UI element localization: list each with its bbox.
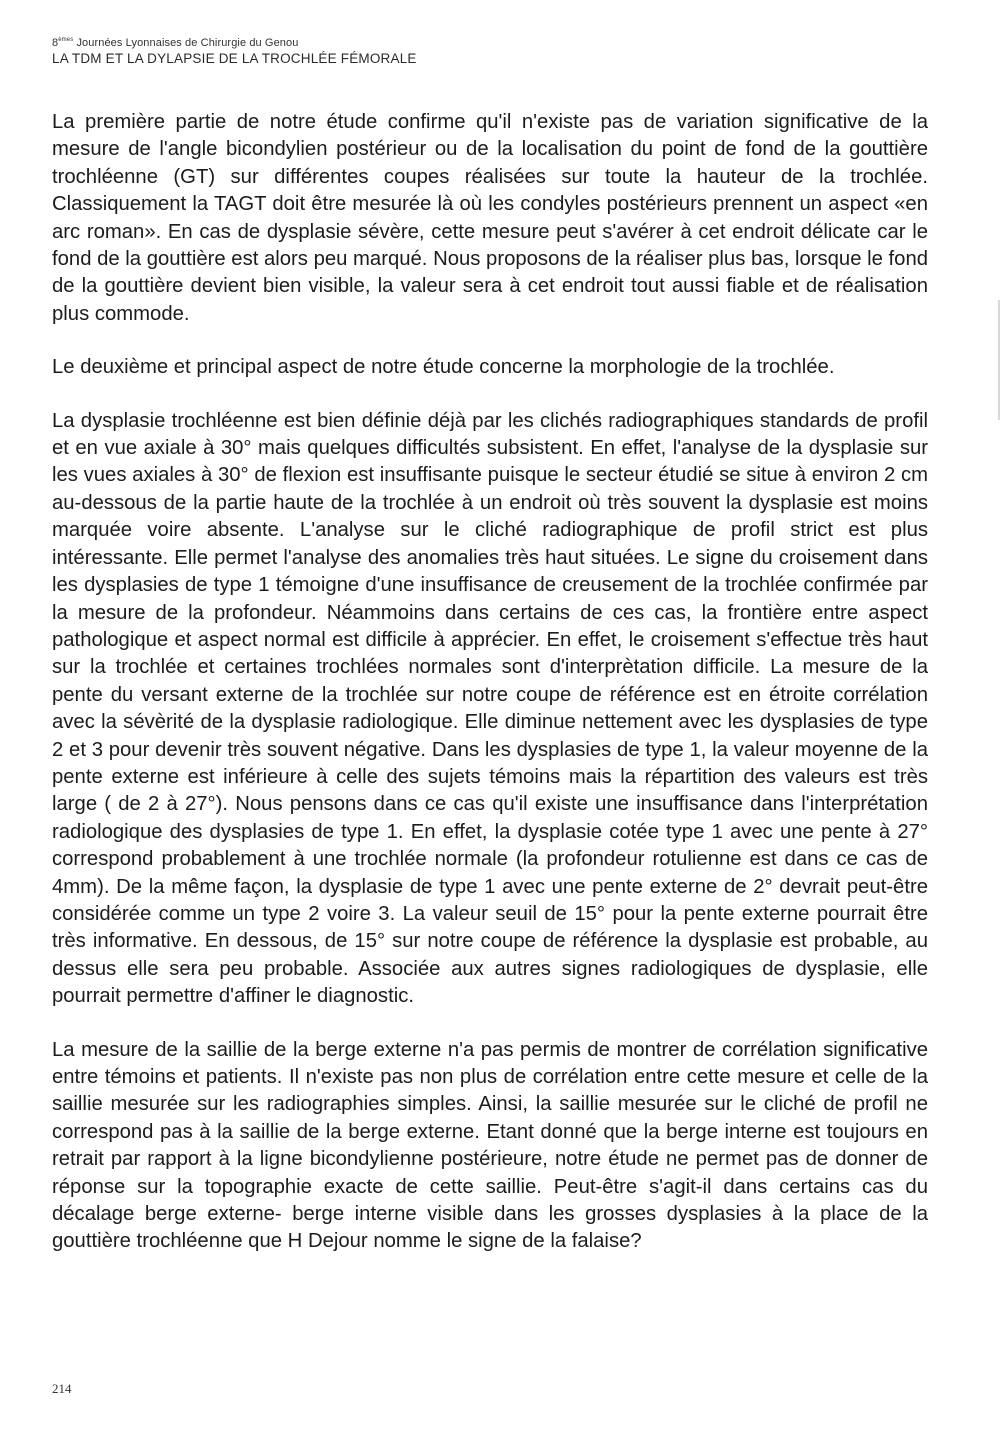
series-superscript: èmes bbox=[58, 37, 74, 43]
paragraph-3: La dysplasie trochléenne est bien définie déjà par les clichés radiographiques standards de profil et en vue axiale à 30° mais quelques difficultés subsistent. En effet, l'analyse de la dysplasie sur les vues axiales à 30° de flexion est insuffisante puisque le secteur étudié se situe à environ 2 cm au-dessous de la partie haute de la trochlée à un endroit où très souvent la dysplasie est moins marquée voire absente. L'analyse sur le cliché radiographique de profil strict est plus intéressante. Elle permet l'analyse des anomalies très haut situées. Le signe du croisement dans les dysplasies de type 1 témoigne d'une insuffisance de creusement de la trochlée confirmée par la mesure de la profondeur. Néammoins dans certains de ces cas, la frontière entre aspect pathologique et aspect normal est difficile à apprécier. En effet, le croisement s'effectue très haut sur la trochlée et certaines trochlées normales sont d'interprètation difficile. La mesure de la pente du versant externe de la trochlée sur notre coupe de référence est en étroite corrélation avec la sévèrité de la dysplasie radiologique. Elle diminue nettement avec les dysplasies de type 2 et 3 pour devenir très souvent négative. Dans les dysplasies de type 1, la valeur moyenne de la pente externe est inférieure à celle des sujets témoins mais la répartition des valeurs est très large ( de 2 à 27°). Nous pensons dans ce cas qu'il existe une insuffisance dans l'interprétation radiologique des dysplasies de type 1. En effet, la dysplasie cotée type 1 avec une pente à 27° correspond probablement à une trochlée normale (la profondeur rotulienne est dans ce cas de 4mm). De la même façon, la dysplasie de type 1 avec une pente externe de 2° devrait peut-être considérée comme un type 2 voire 3. La valeur seuil de 15° pour la pente externe pourrait être très informative. En dessous, de 15° sur notre coupe de référence la dysplasie est probable, au dessus elle sera peu probable. Associée aux autres signes radiologiques de dysplasie, elle pourrait permettre d'affiner le diagnostic. bbox=[52, 409, 928, 1008]
series-title-text: Journées Lyonnaises de Chirurgie du Genou bbox=[73, 37, 299, 49]
page-number: 214 bbox=[52, 1381, 72, 1396]
running-header bbox=[52, 36, 952, 67]
paragraph-1: La première partie de notre étude confirme qu'il n'existe pas de variation significative de la mesure de l'angle bicondylien postérieur ou de la localisation du point de fond de la gouttière trochléenne (GT) sur différentes coupes réalisées sur toute la hauteur de la trochlée. Classiquement la TAGT doit être mesurée là où les condyles postérieurs prennent un aspect «en arc roman». En cas de dysplasie sévère, cette mesure peut s'avérer à cet endroit délicate car le fond de la gouttière est alors peu marqué. Nous proposons de la réaliser plus bas, lorsque le fond de la gouttière devient bien visible, la valeur sera à cet endroit tout aussi fiable et de réalisation plus commode. bbox=[52, 111, 929, 325]
body-text bbox=[52, 109, 928, 1256]
series-number: 8 bbox=[52, 37, 59, 49]
chapter-title: LA TDM ET LA DYLAPSIE DE LA TROCHLÉE FÉMORALE bbox=[52, 51, 417, 66]
paragraph-4: La mesure de la saillie de la berge externe n'a pas permis de montrer de corrélation significative entre témoins et patients. Il n'existe pas non plus de corrélation entre cette mesure et celle de la saillie mesurée sur les radiographies simples. Ainsi, la saillie mesurée sur le cliché de profil ne correspond pas à la saillie de la berge externe. Etant donné que la berge interne est toujours en retrait par rapport à la ligne bicondylienne postérieure, notre étude ne permet pas de donner de réponse sur la topographie exacte de cette saillie. Peut-être s'agit-il dans certains cas du décalage berge externe- berge interne visible dans les grosses dysplasies à la place de la gouttière trochléenne que H Dejour nomme le signe de la falaise? bbox=[52, 1038, 928, 1253]
series-title bbox=[52, 36, 952, 50]
paragraph-2: Le deuxième et principal aspect de notre étude concerne la morphologie de la trochlée. bbox=[52, 356, 835, 379]
